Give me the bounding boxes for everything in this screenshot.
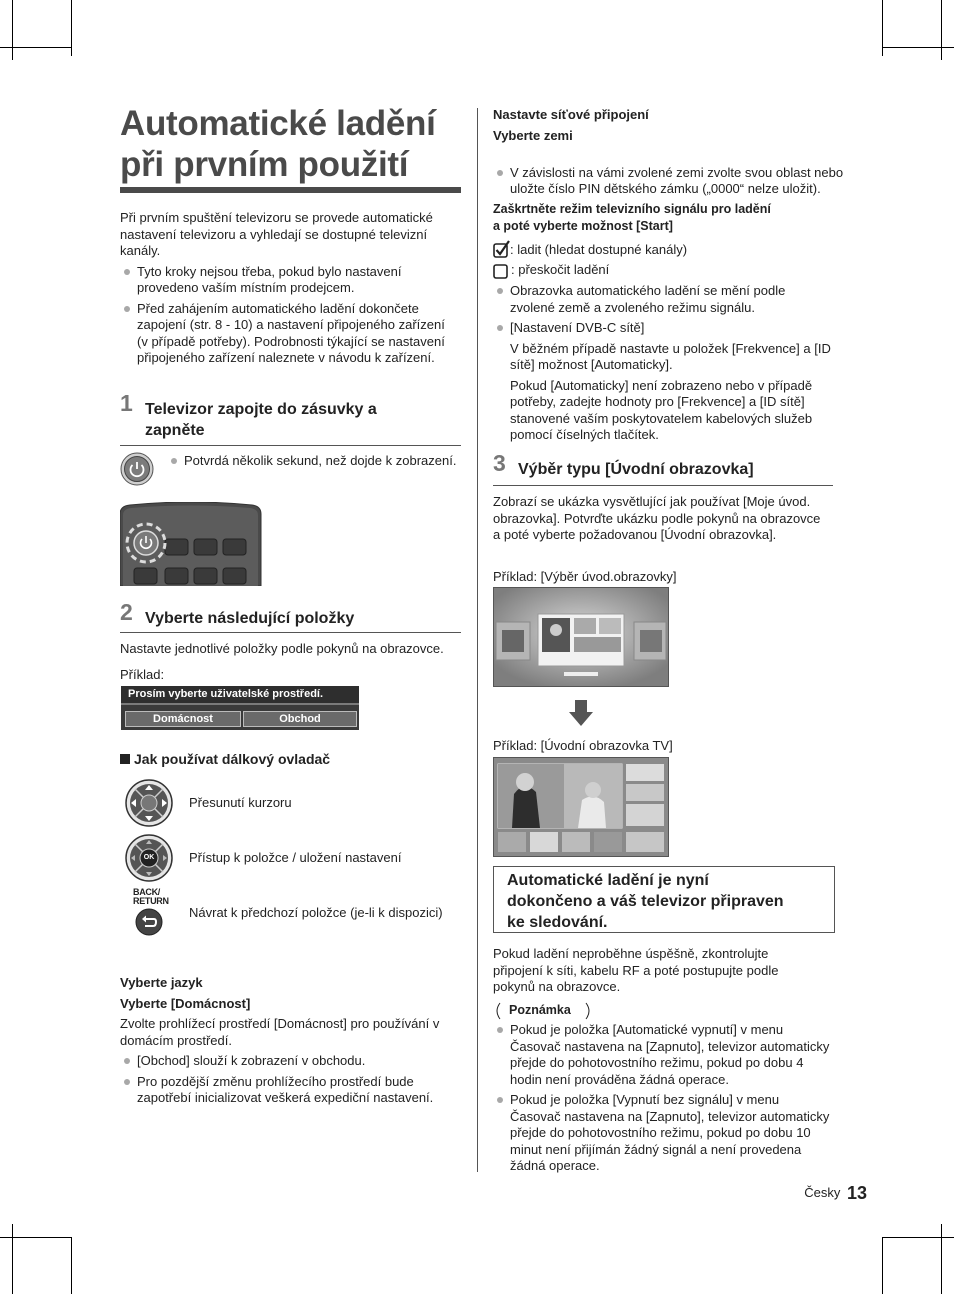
select-home-heading: Vyberte [Domácnost]	[120, 996, 251, 1011]
remote-item-label: Přístup k položce / uložení nastavení	[189, 850, 402, 865]
example-label: Příklad: [Výběr úvod.obrazovky]	[493, 569, 677, 584]
step-3-text: Zobrazí se ukázka vysvětlující jak používat [Moje úvod. obrazovka]. Potvrďte ukázku podle pokynů na obrazovce a poté vyberte požadovanou [Úvodní obrazovka].	[493, 494, 821, 542]
menu-option-shop[interactable]: Obchod	[243, 711, 357, 727]
setup-complete-message	[507, 870, 829, 933]
mode-heading-line: Zaškrtněte režim televizního signálu pro ladění	[493, 202, 771, 216]
down-arrow-icon	[569, 700, 593, 726]
step-number: 3	[493, 450, 506, 476]
cursor-buttons-icon	[125, 779, 173, 827]
step-number: 1	[120, 390, 133, 416]
remote-usage-heading-text: Jak používat dálkový ovladač	[134, 751, 331, 767]
page-title-line1: Automatické ladění	[120, 104, 436, 143]
footer-language: Česky	[804, 1185, 841, 1200]
step-title: Výběr typu [Úvodní obrazovka]	[518, 461, 754, 478]
remote-item-label: Přesunutí kurzoru	[189, 795, 292, 810]
example-label: Příklad:	[120, 667, 165, 682]
intro-section	[120, 210, 456, 367]
back-label-line: BACK/	[133, 887, 160, 897]
power-button-icon	[120, 452, 154, 486]
divider	[493, 485, 833, 486]
step-title-line: zapněte	[145, 422, 205, 439]
menu-header: Prosím vyberte uživatelské prostředí.	[128, 688, 324, 700]
country-bullet: V závislosti na vámi zvolené zemi zvolte svou oblast nebo uložte číslo PIN dětského zámku („0000“ nelze uložit).	[493, 165, 850, 198]
page-number: 13	[846, 1183, 867, 1203]
home-section	[120, 1016, 461, 1107]
ok-label: OK	[143, 854, 155, 861]
step-1-heading	[120, 390, 461, 443]
home-text: Zvolte prohlížecí prostředí [Domácnost] pro používání v domácím prostředí.	[120, 1016, 440, 1048]
step-1-note: Potvrdá několik sekund, než dojde k zobrazení.	[167, 453, 479, 470]
notes-list	[493, 1022, 833, 1175]
step-title-line: Televizor zapojte do zásuvky a	[145, 401, 377, 418]
note-label: Poznámka	[509, 1003, 571, 1017]
step-2-text: Nastavte jednotlivé položky podle pokynů na obrazovce.	[120, 641, 444, 656]
back-return-button-icon	[133, 888, 173, 936]
onscreen-menu-example	[121, 686, 359, 730]
intro-bullet: Před zahájením automatického ladění dokončete zapojení (str. 8 - 10) a nastavení připojeného zařízení (v případě potřeby). Podrobnosti týkající se nastavení připojeného zařízení naleznete v návodu k zařízení.	[120, 301, 456, 367]
page-title-line2: při prvním použití	[120, 145, 409, 184]
menu-option-home[interactable]: Domácnost	[125, 711, 241, 727]
setup-complete-box	[493, 866, 835, 933]
tick-label: : ladit (hledat dostupné kanály)	[510, 242, 688, 257]
mode-heading-line: a poté vyberte možnost [Start]	[493, 218, 673, 233]
setup-complete-line: Automatické ladění je nyní	[507, 872, 709, 889]
setup-complete-line: dokončeno a váš televizor připraven	[507, 893, 784, 910]
home-bullet: [Obchod] slouží k zobrazení v obchodu.	[120, 1053, 461, 1070]
page-footer	[770, 1185, 867, 1204]
mode-notes	[493, 283, 833, 444]
dvbc-text: Pokud [Automaticky] není zobrazeno nebo v případě potřeby, zadejte hodnoty pro [Frekvence] a [ID sítě] stanovené vaším poskytovatelem kabelových služeb pomocí číselných tlačítek.	[510, 377, 813, 442]
mode-bullet: Obrazovka automatického ladění se mění podle zvolené země a zvoleného režimu signálu.	[493, 283, 833, 316]
menu-separator	[121, 703, 359, 705]
example-label: Příklad: [Úvodní obrazovka TV]	[493, 738, 673, 753]
mode-bullet: [Nastavení DVB-C sítě]	[493, 320, 833, 337]
divider	[120, 445, 461, 446]
intro-bullet: Tyto kroky nejsou třeba, pokud bylo nastavení provedeno vaším místním prodejcem.	[120, 264, 456, 297]
column-divider	[477, 108, 478, 1172]
setup-complete-line: ke sledování.	[507, 914, 608, 931]
note-bullet: Pokud je položka [Automatické vypnutí] v menu Časovač nastavena na [Zapnuto], televizor automaticky přejde do pohotovostního režimu, pokud po dobu 4 hodin není prováděna žádná operace.	[493, 1022, 833, 1088]
back-label-line: RETURN	[133, 896, 169, 906]
step-number: 2	[120, 599, 133, 625]
intro-text: Při prvním spuštění televizoru se provede automatické nastavení televizoru a vyhledají se dostupné televizní kanály.	[120, 210, 433, 258]
back-return-label	[133, 888, 173, 906]
tv-home-screen-image	[493, 757, 669, 857]
step-title: Vyberte následující položky	[145, 610, 355, 627]
checked-box-icon	[493, 240, 511, 258]
step-3-heading	[493, 450, 833, 481]
step-2-heading	[120, 599, 461, 630]
divider	[120, 632, 461, 633]
country-heading: Vyberte zemi	[493, 128, 573, 143]
square-bullet-icon	[120, 754, 130, 764]
empty-label: : přeskočit ladění	[511, 262, 610, 277]
title-underline	[120, 187, 461, 193]
empty-box-icon	[493, 263, 509, 279]
select-language-heading: Vyberte jazyk	[120, 975, 203, 990]
mode-heading	[493, 201, 833, 234]
remote-item-label: Návrat k předchozí položce (je-li k dispozici)	[189, 905, 443, 920]
step-title	[145, 399, 377, 441]
home-bullet: Pro pozdější změnu prohlížecího prostředí bude zapotřebí inicializovat veškerá expediční nastavení.	[120, 1074, 461, 1107]
remote-usage-heading	[120, 751, 330, 768]
network-heading: Nastavte síťové připojení	[493, 107, 649, 122]
home-screen-selection-image	[493, 587, 669, 687]
remote-control-illustration	[120, 502, 262, 586]
dvbc-text: V běžném případě nastavte u položek [Frekvence] a [ID sítě] možnost [Automaticky].	[510, 340, 831, 372]
tuning-fail-text: Pokud ladění neproběhne úspěšně, zkontrolujte připojení k síti, kabelu RF a poté postupujte podle pokynů na obrazovce.	[493, 946, 779, 994]
page-title	[120, 103, 465, 185]
ok-button-icon	[125, 834, 173, 882]
note-bullet: Pokud je položka [Vypnutí bez signálu] v menu Časovač nastavena na [Zapnuto], televizor automaticky přejde do pohotovostního režimu, pokud po dobu 10 minut není přijímán žádný signál a není provedena žádná operace.	[493, 1092, 833, 1175]
